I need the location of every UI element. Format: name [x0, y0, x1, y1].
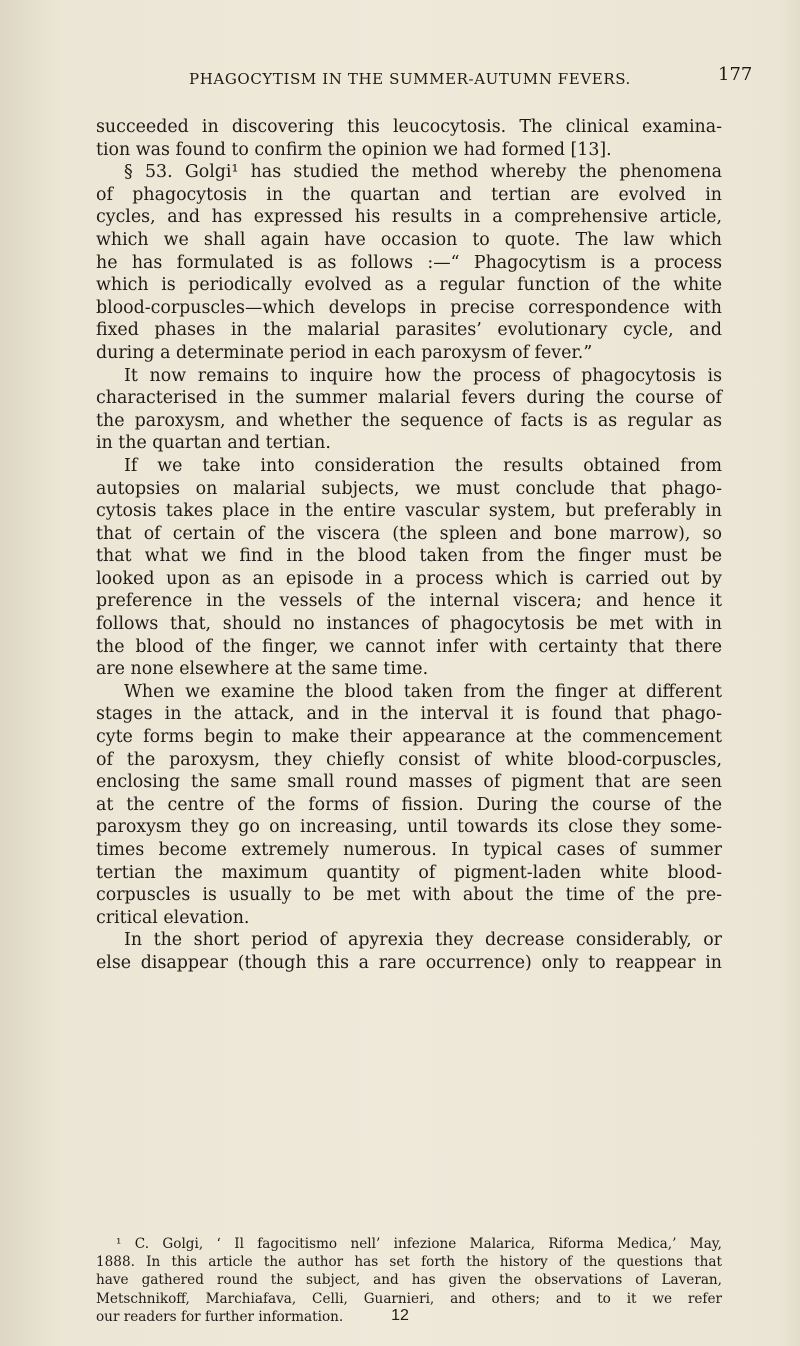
text-line: cyte forms begin to make their appearance at the commencement — [96, 727, 722, 748]
text-line: the paroxysm, and whether the sequence of facts is as regular as — [96, 410, 722, 431]
text-line: times become extremely numerous. In typical cases of summer — [96, 840, 722, 860]
footnote-line: ¹ C. Golgi, ‘ Il fagocitismo nell’ infezione Malarica, Riforma Medica,’ May, — [116, 1236, 722, 1252]
text-line: he has formulated is as follows :—“ Phagocytism is a process — [96, 252, 722, 273]
text-line: enclosing the same small round masses of pigment that are seen — [96, 772, 722, 793]
text-line: of phagocytosis in the quartan and tertian are evolved in — [96, 184, 722, 205]
text-line: follows that, should no instances of phagocytosis be met with in — [96, 614, 722, 635]
body-text — [96, 116, 722, 975]
text-line: cycles, and has expressed his results in a comprehensive article, — [96, 207, 722, 228]
text-line: are none elsewhere at the same time. — [96, 659, 429, 680]
page-number: 177 — [718, 64, 753, 85]
signature-mark: 12 — [391, 1307, 409, 1324]
text-line: tion was found to confirm the opinion we had formed [13]. — [96, 139, 612, 160]
text-line: When we examine the blood taken from the finger at different — [124, 681, 722, 702]
text-line: of the paroxysm, they chiefly consist of white blood-corpuscles, — [96, 749, 722, 770]
text-line: succeeded in discovering this leucocytosis. The clinical examina- — [96, 117, 722, 137]
text-line: autopsies on malarial subjects, we must conclude that phago- — [96, 478, 722, 499]
text-line: that what we find in the blood taken from the finger must be — [96, 546, 722, 567]
footnote-line: our readers for further information. — [96, 1308, 344, 1325]
footnote-line: have gathered round the subject, and has given the observations of Laveran, — [96, 1272, 722, 1289]
text-line: at the centre of the forms of fission. During the course of the — [96, 794, 722, 815]
text-line: tertian the maximum quantity of pigment-laden white blood- — [96, 862, 722, 883]
text-line: It now remains to inquire how the process of phagocytosis is — [124, 365, 722, 386]
text-line: looked upon as an episode in a process which is carried out by — [96, 568, 722, 589]
text-line: in the quartan and tertian. — [96, 433, 331, 454]
text-line: the blood of the finger, we cannot infer with certainty that there — [96, 636, 722, 657]
text-line: else disappear (though this a rare occurrence) only to reappear in — [96, 952, 722, 973]
text-line: corpuscles is usually to be met with about the time of the pre- — [96, 885, 722, 906]
text-line: preference in the vessels of the internal viscera; and hence it — [96, 591, 722, 612]
text-line: fixed phases in the malarial parasites’ evolutionary cycle, and — [96, 320, 722, 341]
text-line: blood-corpuscles—which develops in precise correspondence with — [96, 297, 722, 318]
text-line: In the short period of apyrexia they decrease considerably, or — [124, 930, 722, 951]
text-line: which we shall again have occasion to quote. The law which — [96, 229, 722, 250]
text-line: during a determinate period in each paroxysm of fever.” — [96, 342, 593, 363]
text-line: If we take into consideration the results obtained from — [124, 455, 722, 476]
text-line: cytosis takes place in the entire vascular system, but preferably in — [96, 501, 722, 522]
text-line: which is periodically evolved as a regular function of the white — [96, 275, 722, 296]
text-line: that of certain of the viscera (the spleen and bone marrow), so — [96, 523, 722, 544]
footnote-line: Metschnikoff, Marchiafava, Celli, Guarnieri, and others; and to it we refer — [96, 1290, 722, 1307]
text-line: characterised in the summer malarial fevers during the course of — [96, 388, 722, 409]
text-line: paroxysm they go on increasing, until towards its close they some- — [96, 817, 722, 838]
text-line: stages in the attack, and in the interval it is found that phago- — [96, 704, 722, 725]
footnote-line: 1888. In this article the author has set forth the history of the questions that — [96, 1254, 722, 1271]
running-title: PHAGOCYTISM IN THE SUMMER-AUTUMN FEVERS. — [189, 70, 631, 88]
text-line: § 53. Golgi¹ has studied the method whereby the phenomena — [124, 162, 722, 183]
text-line: critical elevation. — [96, 907, 250, 928]
